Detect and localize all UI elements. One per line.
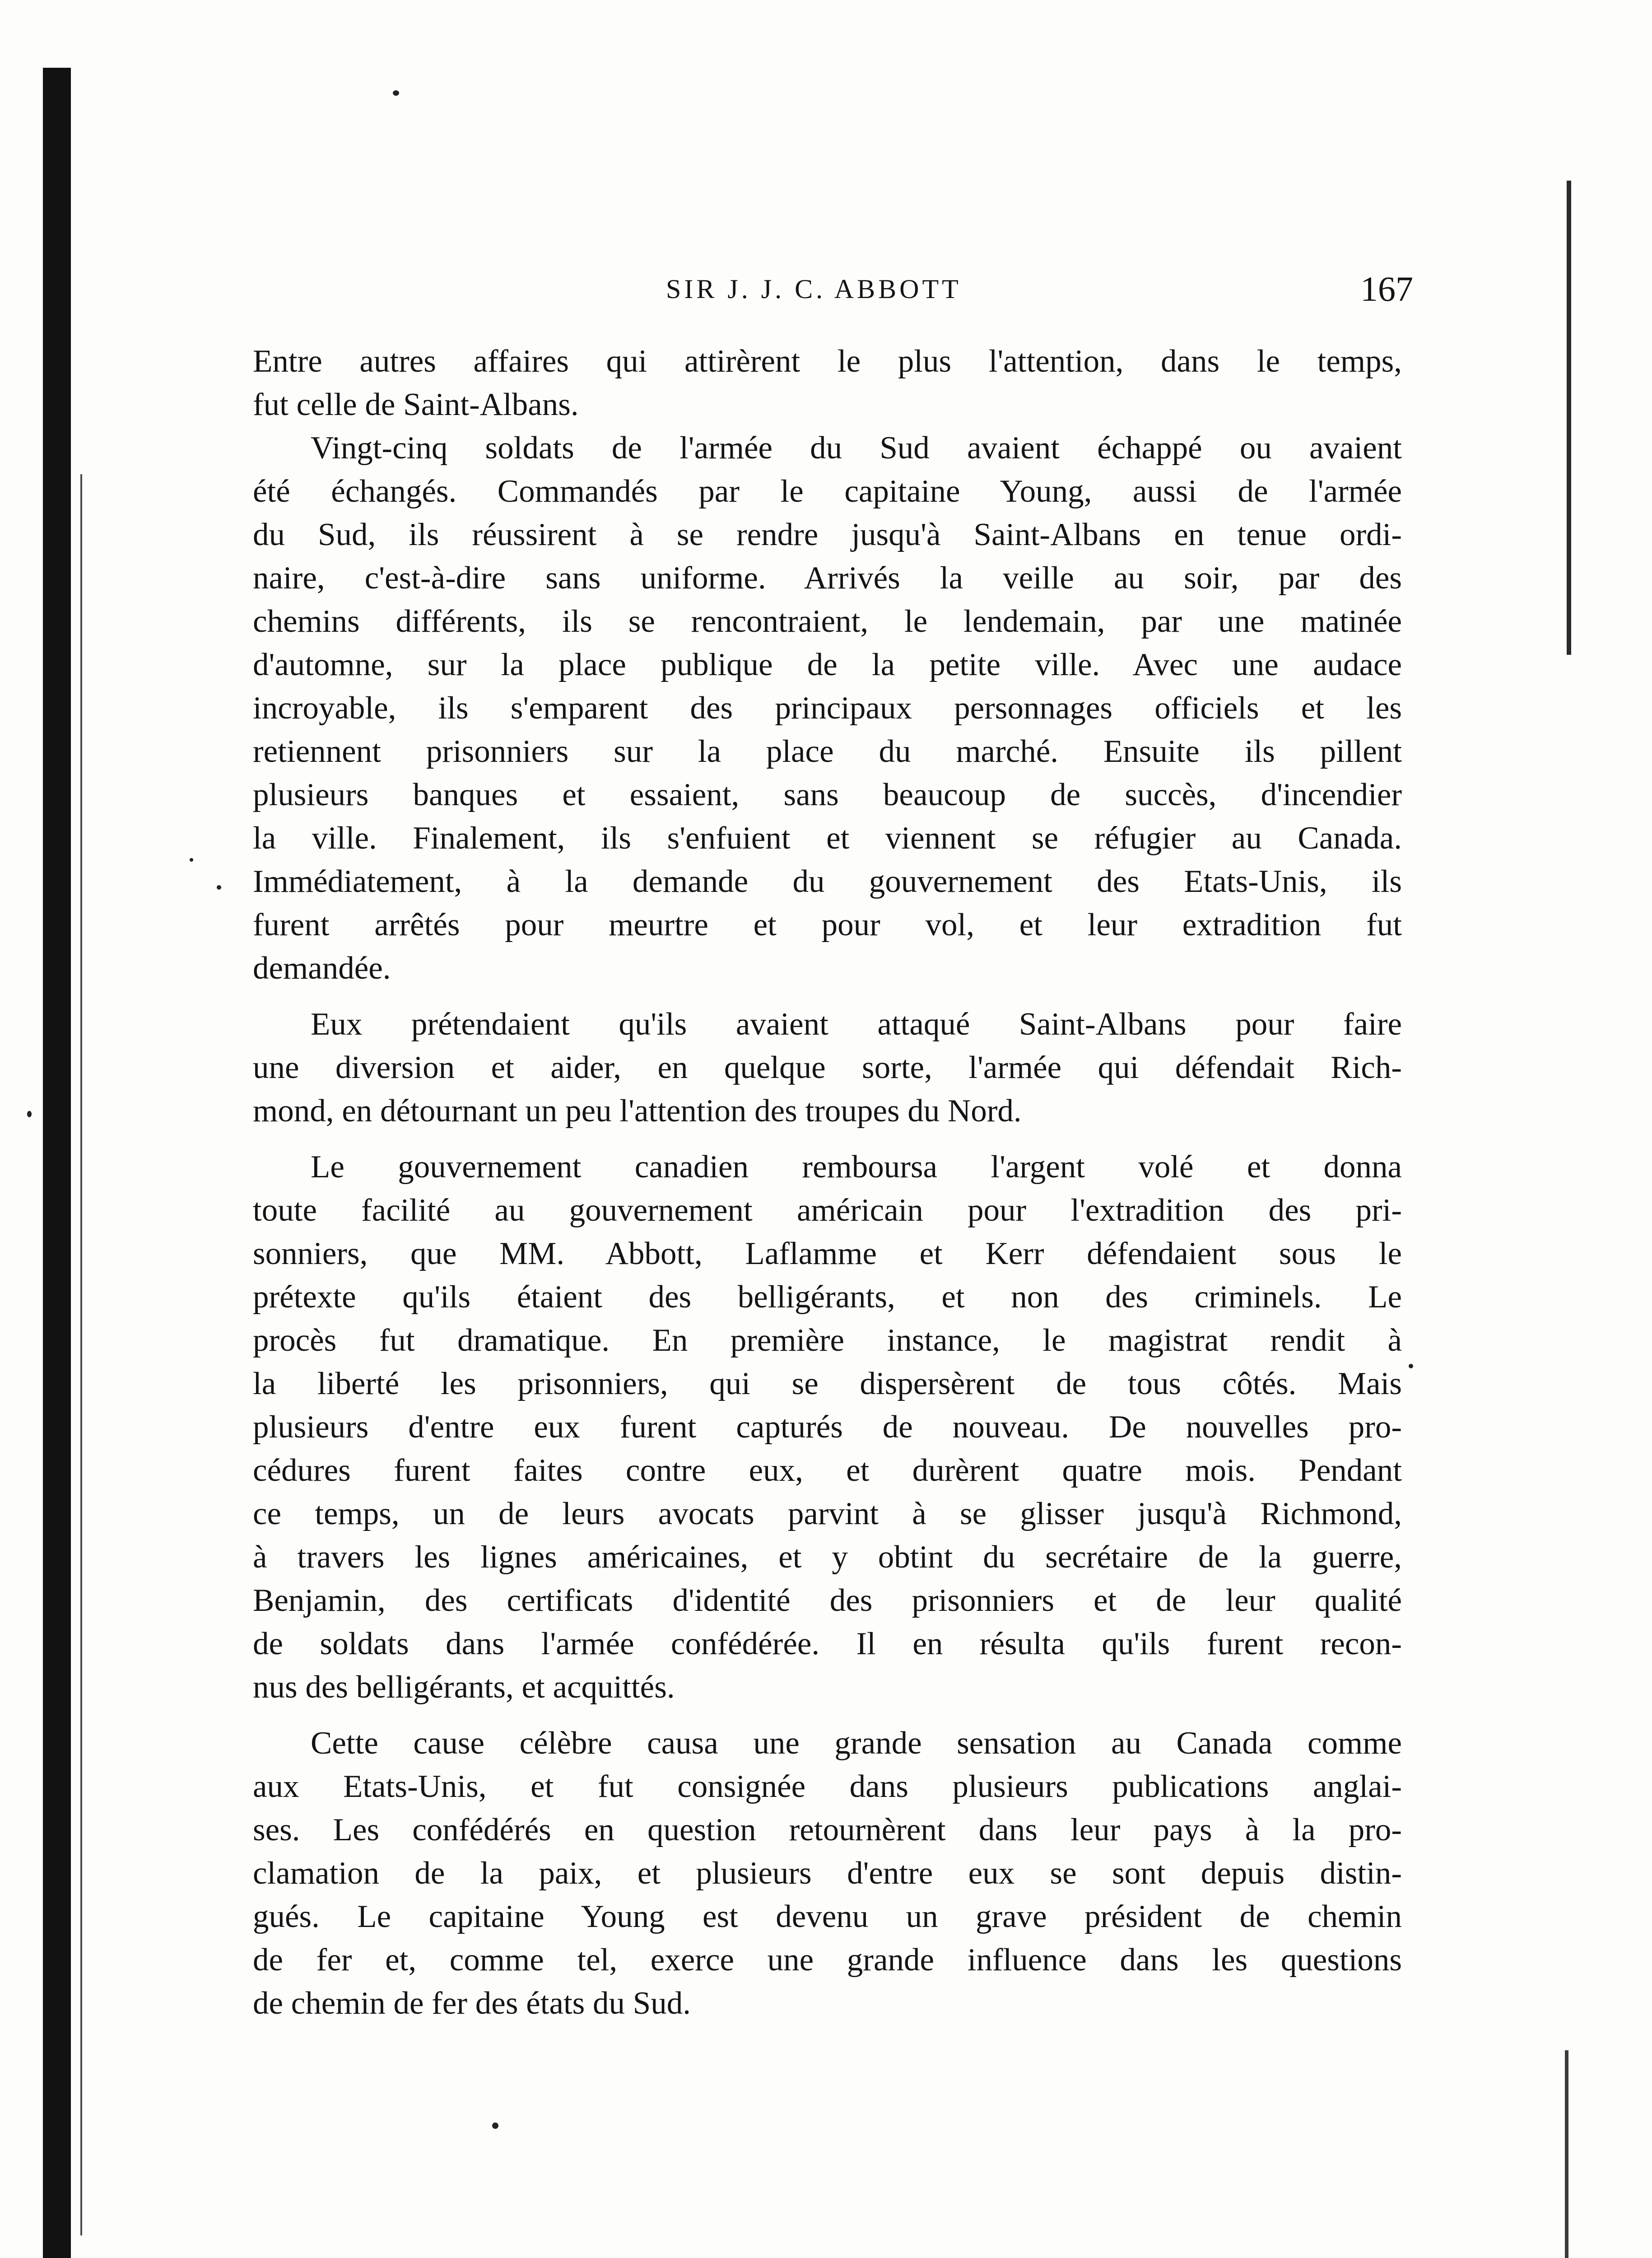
text-line: procès fut dramatique. En première instance, le magistrat rendit à: [253, 1323, 1402, 1358]
text-line: d'automne, sur la place publique de la petite ville. Avec une audace: [253, 647, 1402, 682]
text-line: Cette cause célèbre causa une grande sensation au Canada comme: [311, 1726, 1402, 1761]
binding-edge-right: [1567, 181, 1571, 655]
text-line: la liberté les prisonniers, qui se dispersèrent de tous côtés. Mais: [253, 1366, 1402, 1401]
text-line: ce temps, un de leurs avocats parvint à se glisser jusqu'à Richmond,: [253, 1496, 1402, 1531]
scan-speck: [492, 2123, 498, 2129]
text-line: Immédiatement, à la demande du gouvernement des Etats-Unis, ils: [253, 864, 1402, 899]
running-head: SIR J. J. C. ABBOTT: [666, 274, 962, 304]
text-line: plusieurs d'entre eux furent capturés de nouveau. De nouvelles pro-: [253, 1409, 1402, 1445]
text-line: incroyable, ils s'emparent des principaux personnages officiels et les: [253, 690, 1402, 726]
text-line: plusieurs banques et essaient, sans beaucoup de succès, d'incendier: [253, 777, 1402, 812]
text-line: naire, c'est-à-dire sans uniforme. Arrivés la veille au soir, par des: [253, 560, 1402, 596]
page-number: 167: [1360, 269, 1413, 308]
scan-speck: [217, 885, 221, 890]
text-line: retiennent prisonniers sur la place du marché. Ensuite ils pillent: [253, 734, 1402, 769]
text-line: clamation de la paix, et plusieurs d'entre eux se sont depuis distin-: [253, 1856, 1402, 1891]
text-line: de chemin de fer des états du Sud.: [253, 1986, 691, 2021]
scan-speck: [393, 90, 399, 96]
scan-speck: [27, 1111, 32, 1117]
page-header: [253, 269, 1413, 309]
text-line: une diversion et aider, en quelque sorte, l'armée qui défendait Rich-: [253, 1050, 1402, 1085]
text-line: à travers les lignes américaines, et y obtint du secrétaire de la guerre,: [253, 1540, 1402, 1575]
scan-speck: [1409, 1364, 1413, 1368]
text-line: furent arrêtés pour meurtre et pour vol, et leur extradition fut: [253, 907, 1402, 942]
text-line: de soldats dans l'armée confédérée. Il en résulta qu'ils furent recon-: [253, 1626, 1402, 1661]
text-line: sonniers, que MM. Abbott, Laflamme et Kerr défendaient sous le: [253, 1236, 1402, 1271]
text-line: la ville. Finalement, ils s'enfuient et viennent se réfugier au Canada.: [253, 821, 1402, 856]
text-line: Vingt-cinq soldats de l'armée du Sud avaient échappé ou avaient: [311, 430, 1402, 466]
text-line: mond, en détournant un peu l'attention des troupes du Nord.: [253, 1093, 1022, 1129]
text-line: Le gouvernement canadien remboursa l'argent volé et donna: [311, 1149, 1402, 1185]
text-line: chemins différents, ils se rencontraient, le lendemain, par une matinée: [253, 604, 1402, 639]
binding-line-left: [80, 474, 82, 2235]
scan-speck: [190, 858, 193, 862]
text-line: été échangés. Commandés par le capitaine Young, aussi de l'armée: [253, 474, 1402, 509]
text-line: aux Etats-Unis, et fut consignée dans plusieurs publications anglai-: [253, 1769, 1402, 1804]
text-line: du Sud, ils réussirent à se rendre jusqu'à Saint-Albans en tenue ordi-: [253, 517, 1402, 552]
text-line: de fer et, comme tel, exerce une grande influence dans les questions: [253, 1942, 1402, 1978]
text-line: toute facilité au gouvernement américain pour l'extradition des pri-: [253, 1193, 1402, 1228]
body-text: [253, 340, 1402, 2025]
text-line: Entre autres affaires qui attirèrent le plus l'attention, dans le temps,: [253, 344, 1402, 379]
text-line: gués. Le capitaine Young est devenu un grave président de chemin: [253, 1899, 1402, 1934]
text-line: Benjamin, des certificats d'identité des prisonniers et de leur qualité: [253, 1583, 1402, 1618]
text-line: ses. Les confédérés en question retournèrent dans leur pays à la pro-: [253, 1812, 1402, 1847]
text-line: demandée.: [253, 951, 391, 986]
text-line: prétexte qu'ils étaient des belligérants, et non des criminels. Le: [253, 1279, 1402, 1315]
binding-edge-left: [43, 68, 71, 2258]
text-line: nus des belligérants, et acquittés.: [253, 1670, 675, 1705]
binding-edge-right-lower: [1565, 2050, 1568, 2258]
text-line: Eux prétendaient qu'ils avaient attaqué Saint-Albans pour faire: [311, 1007, 1402, 1042]
text-line: cédures furent faites contre eux, et durèrent quatre mois. Pendant: [253, 1453, 1402, 1488]
text-line: fut celle de Saint-Albans.: [253, 387, 579, 422]
